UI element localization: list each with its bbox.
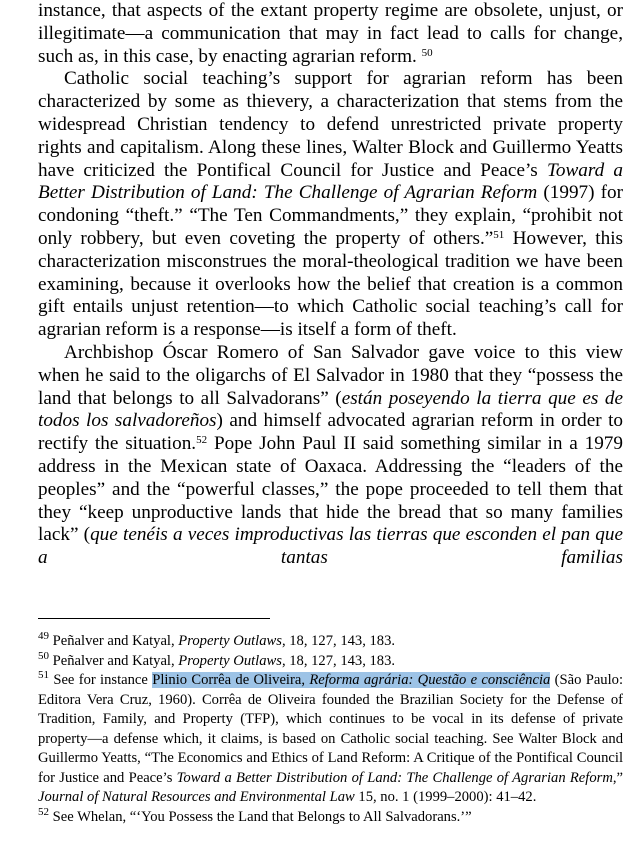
book-title: Property Outlaws [178, 652, 282, 669]
paragraph-text: ) and himself advocated agrarian reform in order to rectify the situation. [38, 410, 623, 455]
paragraph-3 [38, 342, 623, 570]
spanish-quote: que tenéis a veces improductivas las tierras que esconden el pan que a tantas familias [38, 524, 623, 569]
footnote-text: See Whelan, “‘You Possess the Land that Belongs to All Salvadorans.’” [52, 808, 472, 825]
paragraph-text: Archbishop Óscar Romero of San Salvador gave voice to this view when he said to the oligarchs of El Salvador in 1980 that they “possess the land that belongs to all Salvadorans” ( [38, 341, 623, 409]
footnote-52 [38, 805, 623, 828]
footnote-ref-50[interactable]: 50 [421, 46, 433, 59]
footnote-text: 15, no. 1 (1999–2000): 41–42. [358, 789, 537, 805]
footnote-51 [38, 671, 623, 808]
book-title: Toward a Better Distribution of Land: The Challenge of Agrarian Reform [176, 769, 613, 786]
footnote-50 [38, 649, 623, 672]
footnote-number: 51 [38, 669, 49, 681]
paragraph-text: (1997) for condoning “theft.” “The Ten Commandments,” they explain, “prohibit not only robbery, but even coveting the property of others.” [38, 182, 623, 249]
footnote-text: , 18, 127, 143, 183. [281, 633, 396, 649]
book-title: Property Outlaws [178, 633, 282, 649]
paragraph-text: However, this characterization misconstrues the moral-theological tradition we have been examining, because it overlooks how the belief that creation is a common gift entails unjust retention—to which Catholic social teaching’s call for agrarian reform is a response—is itself a form of theft. [38, 227, 624, 341]
book-title: Reforma agrária: Questão e consciência [309, 672, 551, 688]
journal-title: Journal of Natural Resources and Environmental Law [38, 789, 355, 805]
paragraph-text: instance, that aspects of the extant property regime are obsolete, unjust, or illegitimate—a communication that may in fact lead to calls for change, such as, in this case, by enacting agrarian reform. [38, 0, 623, 67]
spanish-quote: están poseyendo la tierra que es de todos los salvadoreños [38, 387, 623, 432]
footnote-text: See for instance [53, 672, 148, 688]
footnote-text: ,” [612, 769, 623, 786]
footnote-49 [38, 632, 623, 652]
footnote-text: , 18, 127, 143, 183. [281, 652, 396, 669]
paragraph-1 [38, 0, 623, 68]
author-name: Plinio Corrêa de Oliveira, [152, 672, 305, 688]
paragraph-text: Catholic social teaching’s support for agrarian reform has been characterized by some as thievery, a characterization that stems from the widespread Christian tendency to defend unrestricted private property rights and capitalism. Along these lines, Walter Block and Guillermo Yeatts have criticized the Pontifical Council for Justice and Peace’s [38, 68, 623, 181]
book-title: Toward a Better Distribution of Land: The Challenge of Agrarian Reform [38, 159, 623, 204]
footnote-text: Peñalver and Katyal, [52, 633, 175, 649]
footnote-separator [38, 618, 270, 619]
footnote-number: 52 [38, 805, 49, 818]
footnote-text: Peñalver and Katyal, [52, 652, 175, 669]
footnotes [38, 632, 623, 827]
footnote-number: 49 [38, 630, 49, 642]
footnote-number: 50 [38, 649, 49, 662]
footnote-ref-51[interactable]: 51 [493, 228, 505, 241]
footnote-ref-52[interactable]: 52 [196, 434, 208, 447]
selected-text[interactable] [152, 672, 550, 688]
body-text [38, 0, 623, 570]
paragraph-text: Pope John Paul II said something similar in a 1979 address in the Mexican state of Oaxaca. Addressing the “leaders of the peoples” and the “powerful classes,” the pope proceeded to tell them that they “keep unproductive lands that hide the bread that so many families lack” ( [38, 433, 623, 546]
footnote-text: (São Paulo: Editora Vera Cruz, 1960). Corrêa de Oliveira founded the Brazilian Society for the Defense of Tradition, Family, and Property (TFP), which continues to be vocal in its defense of private property—a defense which, it claims, is based on Catholic social teaching. See Walter Block and Guillermo Yeatts, “The Economics and Ethics of Land Reform: A Critique of the Pontifical Council for Justice and Peace’s [38, 672, 624, 786]
paragraph-2 [38, 68, 623, 342]
